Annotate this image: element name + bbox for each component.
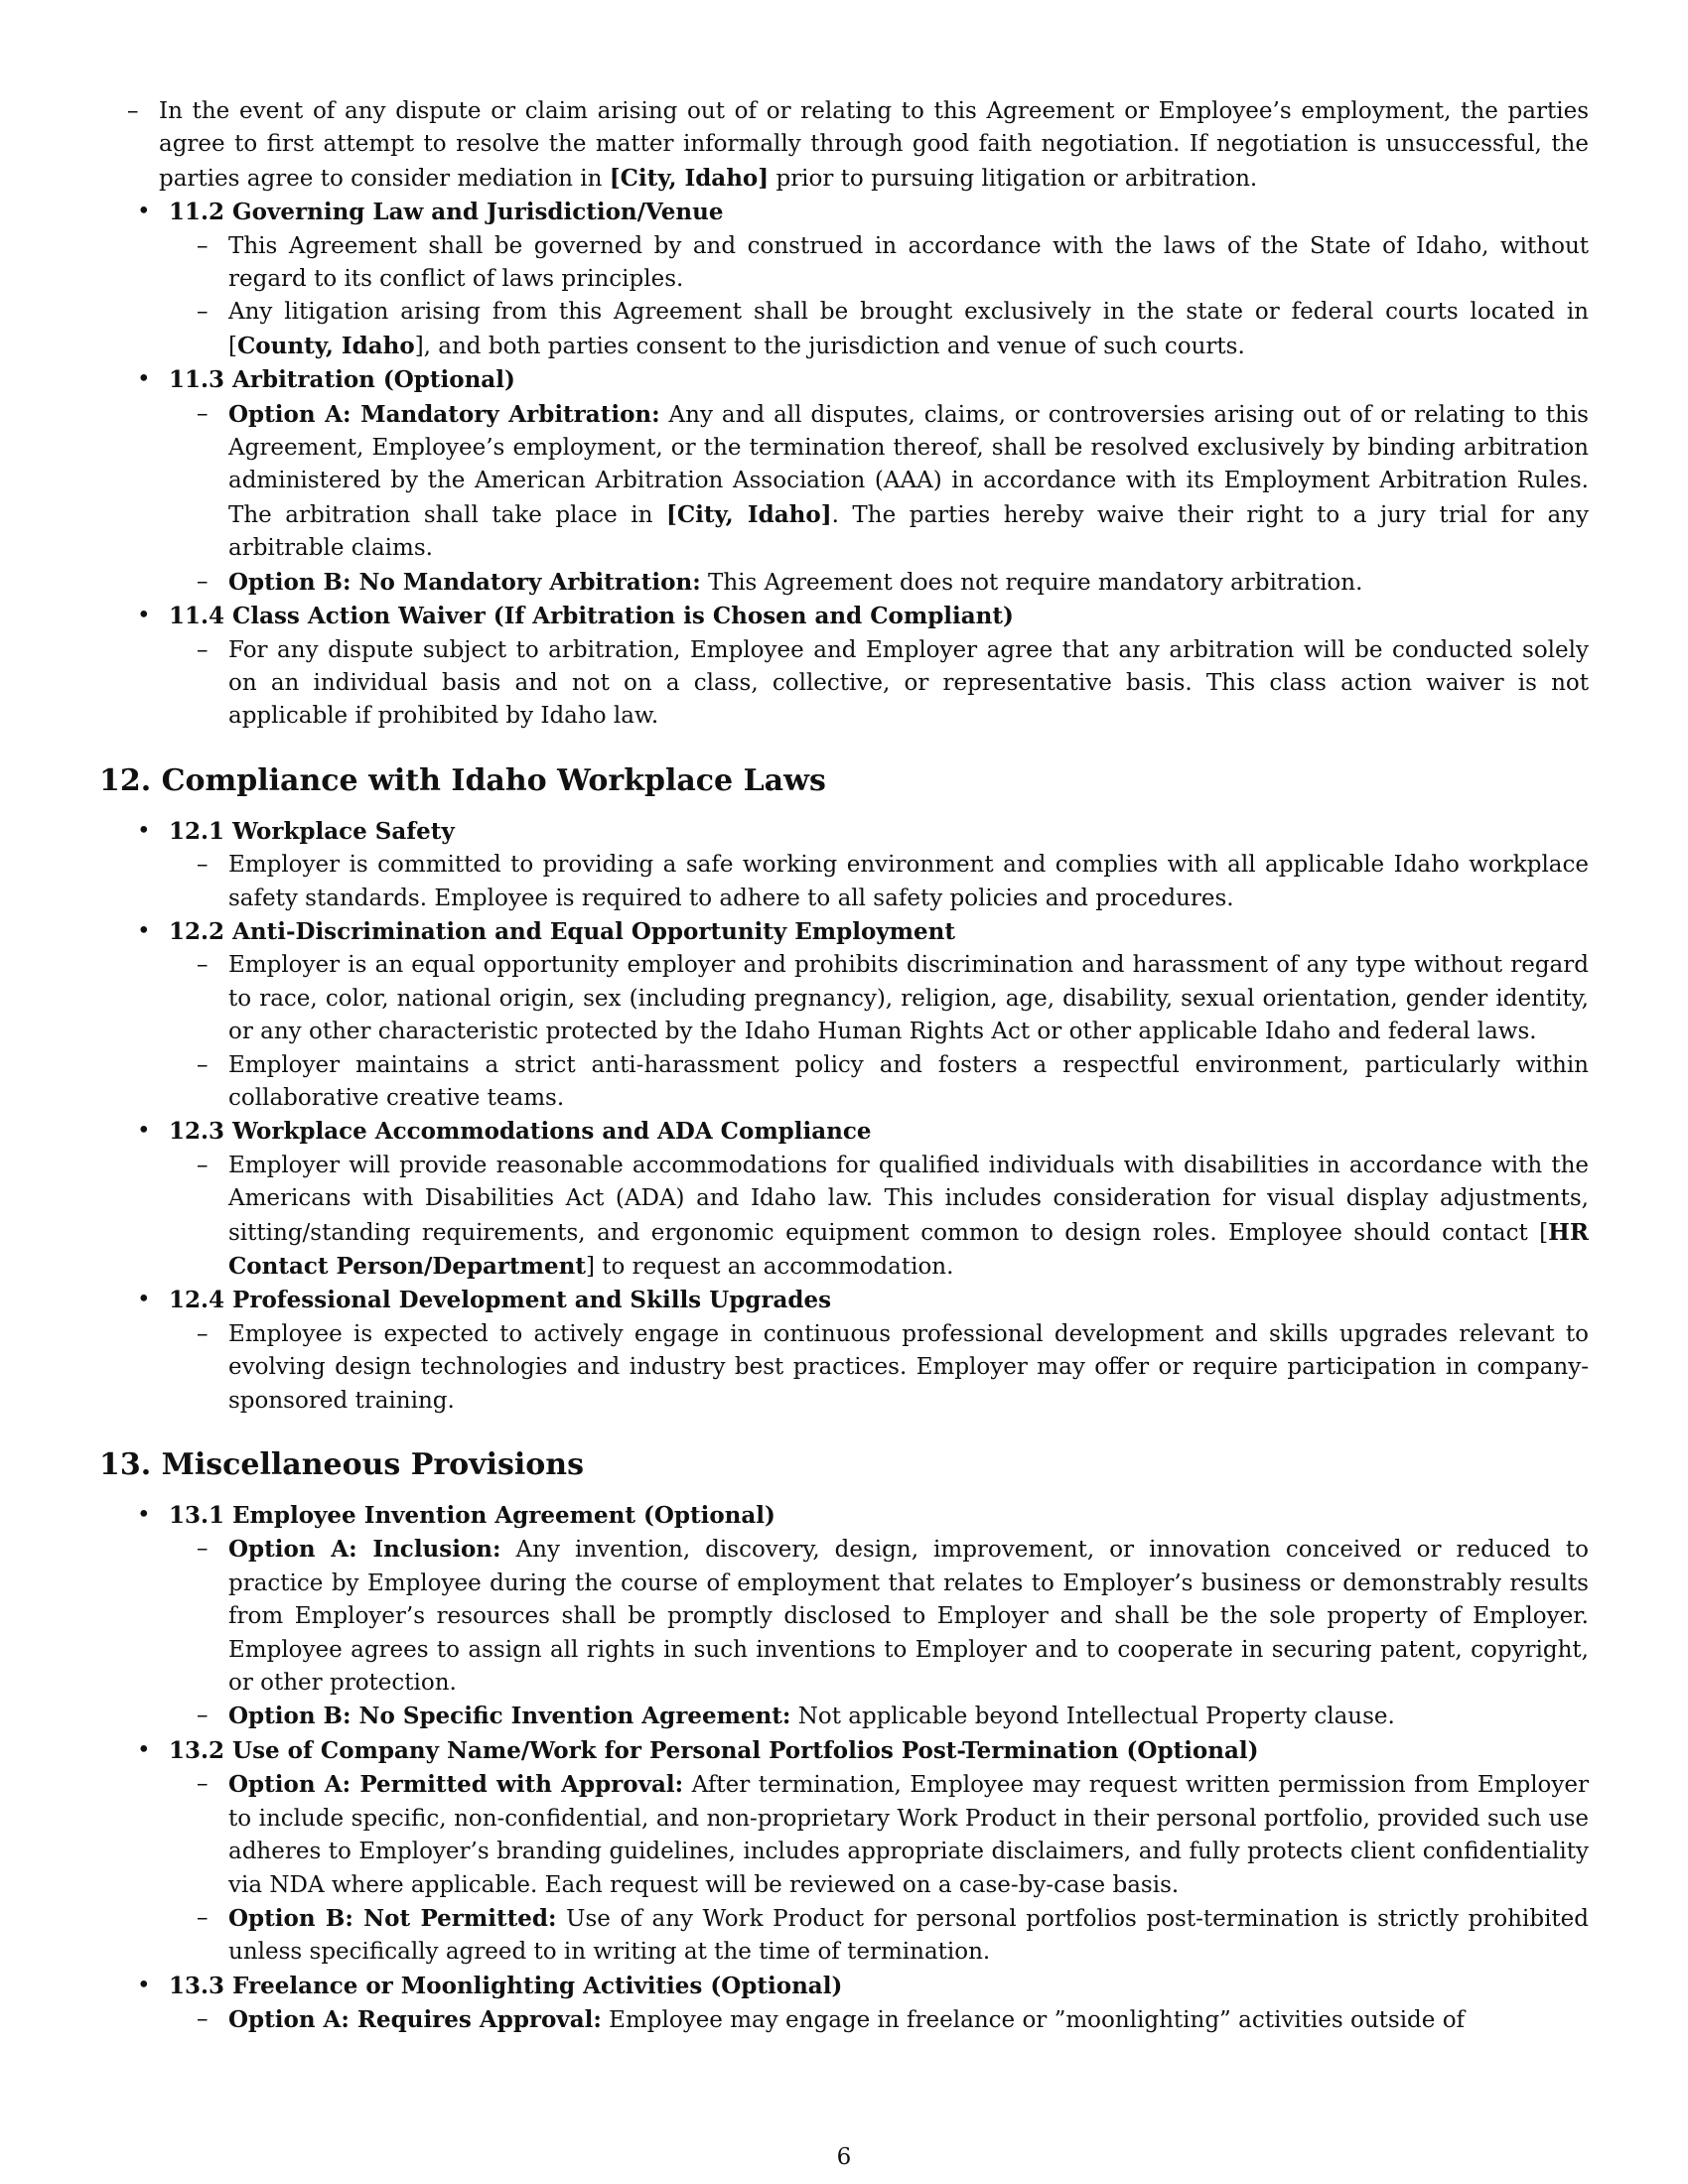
- section-13-list: [99, 1499, 1589, 2038]
- section-12-list: [99, 815, 1589, 1418]
- section-12-3: [99, 1115, 1589, 1284]
- section-title: 11.2 Governing Law and Jurisdiction/Venue: [169, 199, 724, 226]
- section-12-1: [99, 815, 1589, 915]
- clause: – This Agreement shall be governed by and construed in accordance with the laws of the State of Idaho, without regard to its conflict of laws principles.: [169, 230, 1589, 297]
- clause: – Employer will provide reasonable accommodations for qualified individuals with disabilities in accordance with the Americans with Disabilities Act (ADA) and Idaho law. This includes consideration for visual display adjustments, sitting/standing requirements, and ergonomic equipment common to design roles. Employee should contact [HR Contact Person/Department] to request an accommodation.: [169, 1150, 1589, 1285]
- clause: – Employer is committed to providing a safe working environment and complies with all applicable Idaho workplace safety standards. Employee is required to adhere to all safety policies and procedures.: [169, 849, 1589, 915]
- section-11-1-list: [99, 95, 1589, 196]
- clause: – Employer maintains a strict anti-harassment policy and fosters a respectful environment, particularly within collaborative creative teams.: [169, 1049, 1589, 1116]
- clause: – Option A: Requires Approval: Employee may engage in freelance or ”moonlighting” activities outside of: [169, 2003, 1589, 2037]
- clause: – Employer is an equal opportunity employer and prohibits discrimination and harassment of any type without regard to race, color, national origin, sex (including pregnancy), religion, age, disability, sexual orientation, gender identity, or any other characteristic protected by the Idaho Human Rights Act or other applicable Idaho and federal laws.: [169, 949, 1589, 1048]
- section-13-heading: 13. Miscellaneous Provisions: [99, 1447, 584, 1483]
- section-12-4: [99, 1284, 1589, 1418]
- clause: – For any dispute subject to arbitration, Employee and Employer agree that any arbitration will be conducted solely on an individual basis and not on a class, collective, or representative basis. This class action waiver is not applicable if prohibited by Idaho law.: [169, 634, 1589, 734]
- section-11-4: [99, 600, 1589, 734]
- section-title: 11.4 Class Action Waiver (If Arbitration is Chosen and Compliant): [169, 603, 1014, 630]
- document-page: [99, 95, 1589, 2038]
- clause: – Option A: Inclusion: Any invention, discovery, design, improvement, or innovation conceived or reduced to practice by Employee during the course of employment that relates to Employer’s business or demonstrably results from Employer’s resources shall be promptly disclosed to Employer and shall be the sole property of Employer. Employee agrees to assign all rights in such inventions to Employer and to cooperate in securing patent, copyright, or other protection.: [169, 1533, 1589, 1700]
- section-title: 13.3 Freelance or Moonlighting Activities (Optional): [169, 1972, 843, 1999]
- section-12-2: [99, 915, 1589, 1115]
- section-title: 11.3 Arbitration (Optional): [169, 366, 515, 394]
- clause: – Option A: Mandatory Arbitration: Any and all disputes, claims, or controversies arising out of or relating to this Agreement, Employee’s employment, or the termination thereof, shall be resolved exclusively by binding arbitration administered by the American Arbitration Association (AAA) in accordance with its Employment Arbitration Rules. The arbitration shall take place in [City, Idaho]. The parties hereby waive their right to a jury trial for any arbitrable claims.: [169, 398, 1589, 566]
- clause: – Option B: No Mandatory Arbitration: This Agreement does not require mandatory arbitration.: [169, 566, 1589, 600]
- section-title: 13.2 Use of Company Name/Work for Personal Portfolios Post-Termination (Optional): [169, 1736, 1259, 1764]
- section-title: 13.1 Employee Invention Agreement (Optional): [169, 1502, 775, 1530]
- page-number: 6: [836, 2144, 852, 2170]
- clause: – Any litigation arising from this Agreement shall be brought exclusively in the state or federal courts located in [County, Idaho], and both parties consent to the jurisdiction and venue of such courts.: [169, 296, 1589, 363]
- clause: – Option B: Not Permitted: Use of any Work Product for personal portfolios post-termination is strictly prohibited unless specifically agreed to in writing at the time of termination.: [169, 1902, 1589, 1970]
- section-title: 12.4 Professional Development and Skills Upgrades: [169, 1287, 832, 1314]
- dispute-resolution-clause: – In the event of any dispute or claim arising out of or relating to this Agreement or Employee’s employment, the parties agree to first attempt to resolve the matter informally through good faith negotiation. If negotiation is unsuccessful, the parties agree to consider mediation in [City, Idaho] prior to pursuing litigation or arbitration.: [99, 95, 1589, 196]
- clause: – Option B: No Specific Invention Agreement: Not applicable beyond Intellectual Property clause.: [169, 1700, 1589, 1733]
- clause: – Option A: Permitted with Approval: After termination, Employee may request written permission from Employer to include specific, non-confidential, and non-proprietary Work Product in their personal portfolio, provided such use adheres to Employer’s branding guidelines, includes appropriate disclaimers, and fully protects client confidentiality via NDA where applicable. Each request will be reviewed on a case-by-case basis.: [169, 1768, 1589, 1902]
- clause: – Employee is expected to actively engage in continuous professional development and skills upgrades relevant to evolving design technologies and industry best practices. Employer may offer or require participation in company-sponsored training.: [169, 1318, 1589, 1418]
- section-title: 12.3 Workplace Accommodations and ADA Compliance: [169, 1118, 872, 1146]
- section-13-1: [99, 1499, 1589, 1734]
- section-13-2: [99, 1734, 1589, 1970]
- section-11-3: [99, 363, 1589, 600]
- section-title: 12.1 Workplace Safety: [169, 817, 455, 845]
- section-13-3: [99, 1970, 1589, 2038]
- section-11-2: [99, 196, 1589, 363]
- section-11-list: [99, 196, 1589, 734]
- section-12-heading: 12. Compliance with Idaho Workplace Laws: [99, 762, 826, 798]
- section-title: 12.2 Anti-Discrimination and Equal Opportunity Employment: [169, 917, 955, 945]
